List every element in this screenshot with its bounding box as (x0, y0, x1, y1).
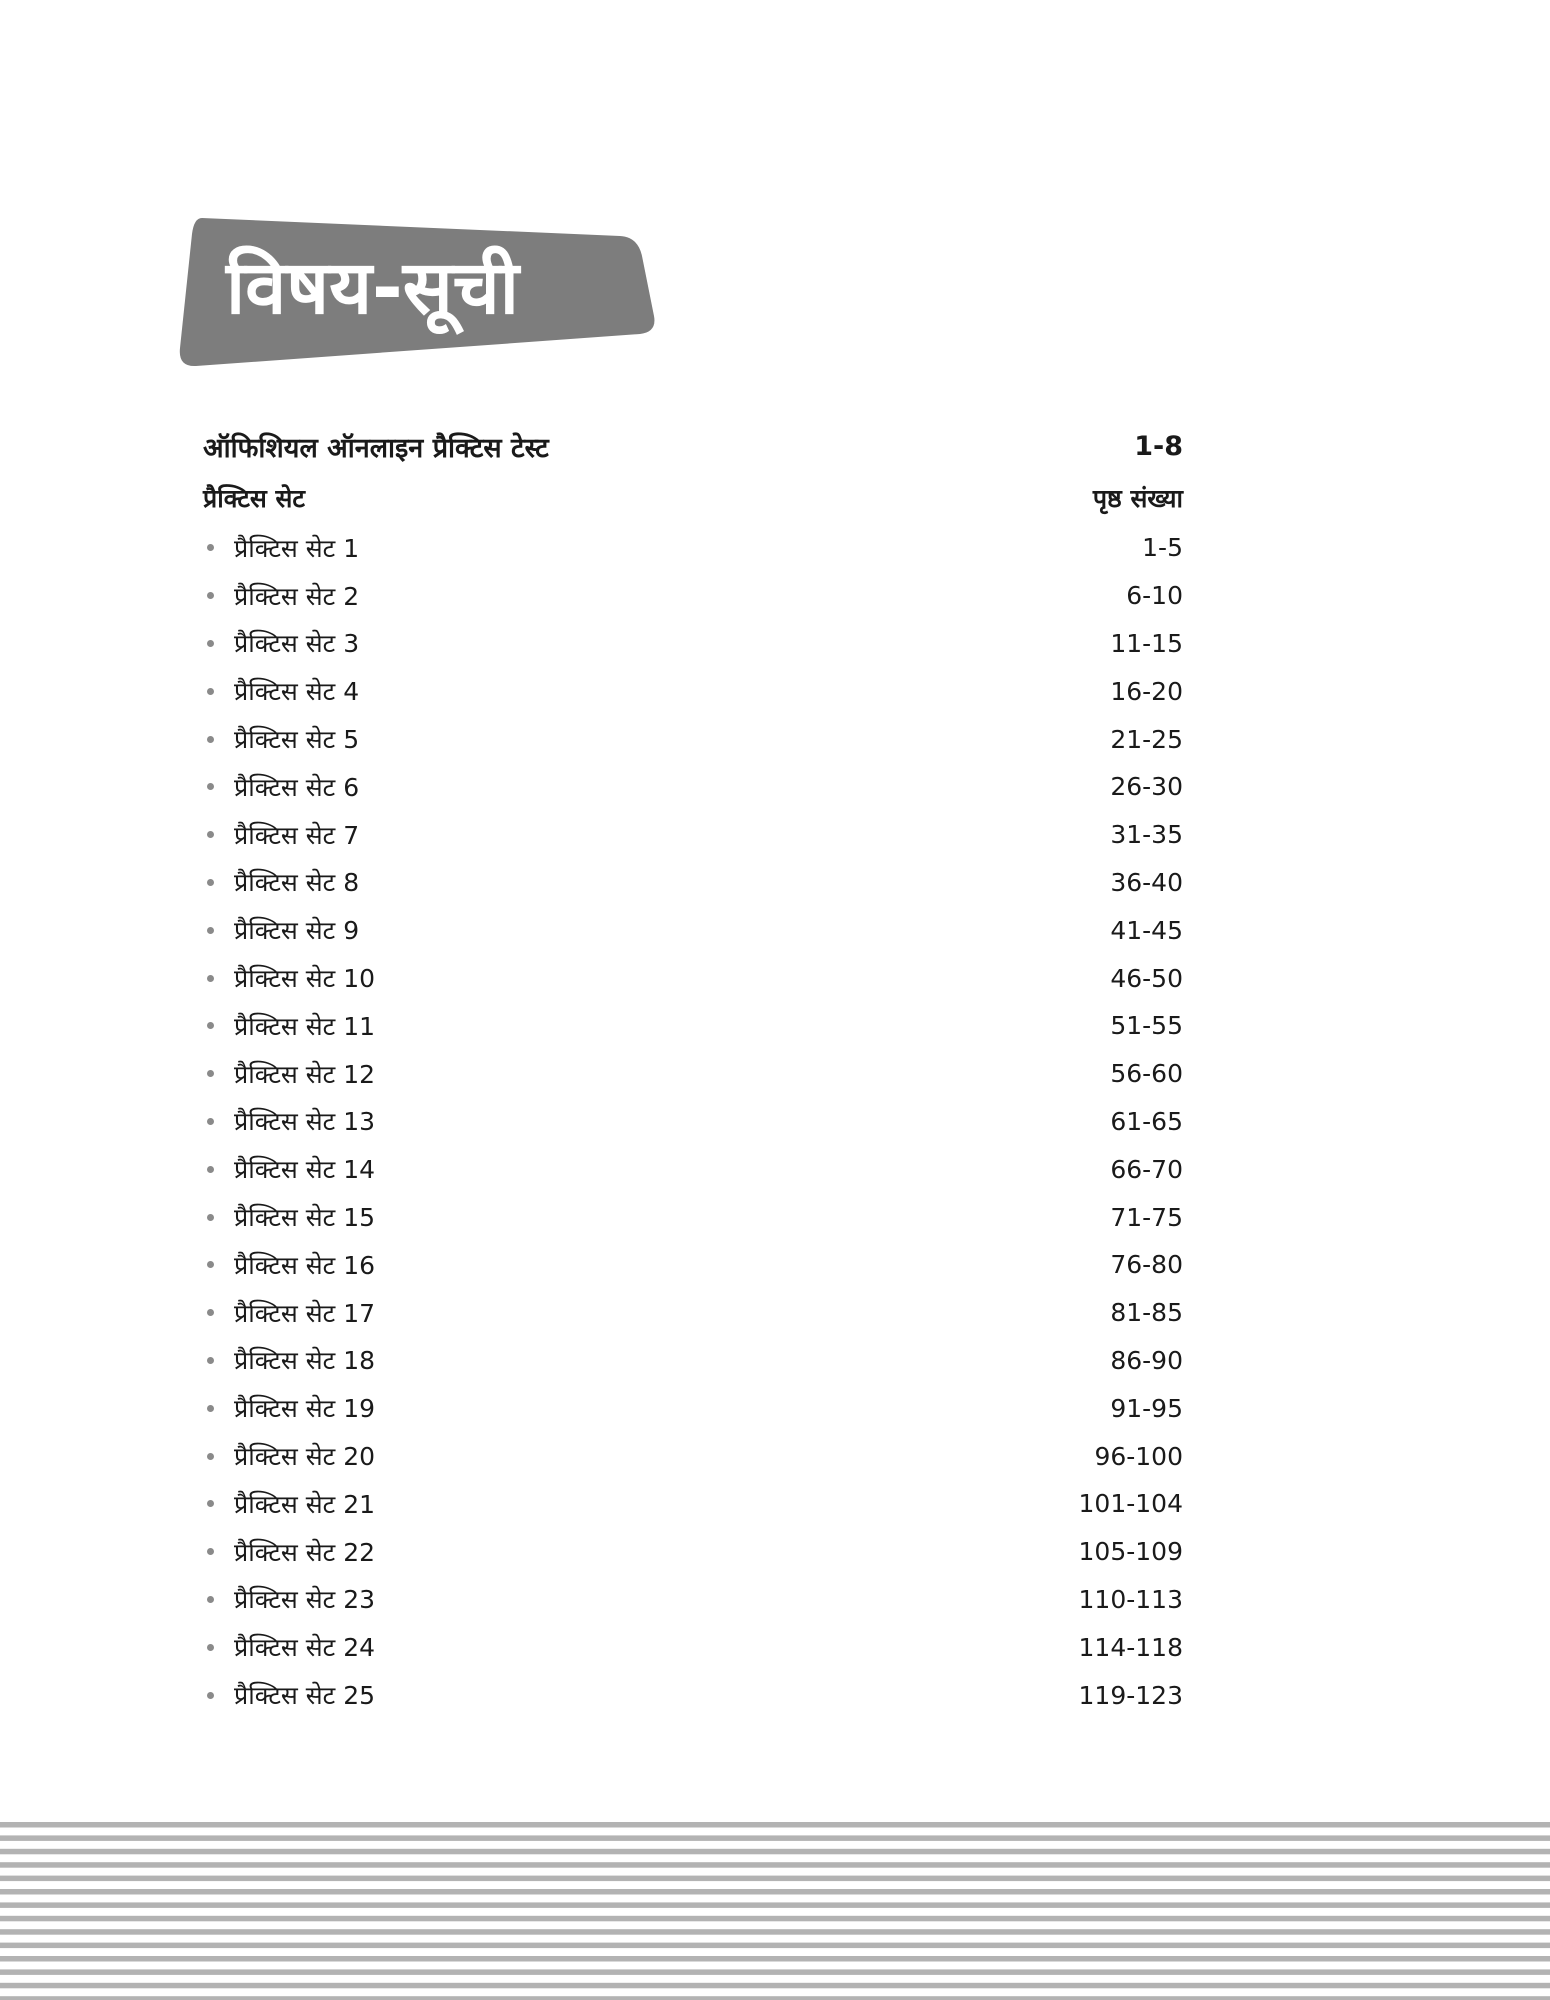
toc-item-label: प्रैक्टिस सेट 5 (234, 725, 360, 755)
bullet-icon (207, 736, 214, 743)
toc-item-left (203, 913, 359, 947)
toc-item[interactable] (203, 1002, 1183, 1050)
toc-item-left (203, 1296, 375, 1330)
footer-stripe (0, 1822, 1550, 1828)
bullet-icon (207, 783, 214, 790)
toc-item-pages: 86-90 (1110, 1345, 1183, 1375)
bullet-icon (207, 688, 214, 695)
toc-item-left (203, 1343, 375, 1377)
toc-item-left (203, 1152, 375, 1186)
bullet-icon (207, 1214, 214, 1221)
toc-item-left (203, 1630, 375, 1664)
main-section-pages: 1-8 (1134, 430, 1183, 462)
toc-item-label: प्रैक्टिस सेट 7 (234, 820, 360, 850)
footer-stripes (0, 1822, 1550, 2000)
toc-item[interactable] (203, 1289, 1183, 1337)
footer-stripe (0, 1969, 1550, 1975)
main-section-label: ऑफिशियल ऑनलाइन प्रैक्टिस टेस्ट (203, 432, 549, 464)
toc-item-list (203, 524, 1183, 1719)
bullet-icon (207, 1070, 214, 1077)
toc-item-left (203, 1009, 375, 1043)
toc-item-pages: 114-118 (1078, 1632, 1183, 1662)
toc-item-pages: 26-30 (1110, 772, 1183, 802)
bullet-icon (207, 1309, 214, 1316)
toc-item-pages: 76-80 (1110, 1250, 1183, 1280)
toc-item-label: प्रैक्टिस सेट 9 (234, 916, 360, 946)
toc-item-label: प्रैक्टिस सेट 11 (234, 1011, 376, 1041)
bullet-icon (207, 1548, 214, 1555)
toc-item-pages: 71-75 (1110, 1202, 1183, 1232)
footer-stripe (0, 1956, 1550, 1962)
title-banner (176, 216, 656, 368)
toc-item-pages: 119-123 (1078, 1680, 1183, 1710)
toc-item-pages: 6-10 (1126, 581, 1183, 611)
footer-stripe (0, 1916, 1550, 1922)
bullet-icon (207, 1644, 214, 1651)
footer-stripe (0, 1862, 1550, 1868)
toc-item[interactable] (203, 1098, 1183, 1146)
toc-item[interactable] (203, 1241, 1183, 1289)
toc-main-section[interactable] (203, 420, 1183, 472)
toc-item-left (203, 865, 359, 899)
toc-item-pages: 110-113 (1078, 1584, 1183, 1614)
bullet-icon (207, 1118, 214, 1125)
toc-item[interactable] (203, 1671, 1183, 1719)
footer-stripe (0, 1943, 1550, 1949)
toc-sub-header (203, 472, 1183, 524)
toc-item-pages: 36-40 (1110, 867, 1183, 897)
table-of-contents (203, 420, 1183, 1719)
toc-item-label: प्रैक्टिस सेट 18 (234, 1346, 376, 1376)
toc-item-label: प्रैक्टिस सेट 1 (234, 533, 360, 563)
toc-item[interactable] (203, 715, 1183, 763)
toc-item-left (203, 1487, 375, 1521)
toc-item-left (203, 1391, 375, 1425)
bullet-icon (207, 1405, 214, 1412)
toc-item[interactable] (203, 954, 1183, 1002)
bullet-icon (207, 592, 214, 599)
toc-item[interactable] (203, 763, 1183, 811)
toc-item-label: प्रैक्टिस सेट 24 (234, 1633, 376, 1663)
toc-item[interactable] (203, 667, 1183, 715)
toc-item-left (203, 531, 359, 565)
toc-item[interactable] (203, 1145, 1183, 1193)
toc-item-left (203, 1200, 375, 1234)
toc-item-pages: 16-20 (1110, 676, 1183, 706)
toc-item-pages: 66-70 (1110, 1154, 1183, 1184)
bullet-icon (207, 1166, 214, 1173)
sub-section-right-header: पृष्ठ संख्या (1092, 484, 1183, 513)
toc-item-pages: 91-95 (1110, 1393, 1183, 1423)
toc-item-pages: 11-15 (1110, 628, 1183, 658)
toc-item[interactable] (203, 1528, 1183, 1576)
toc-item-pages: 101-104 (1078, 1489, 1183, 1519)
footer-stripe (0, 1889, 1550, 1895)
page-title: विषय-सूची (226, 245, 519, 331)
bullet-icon (207, 1357, 214, 1364)
toc-item-pages: 46-50 (1110, 963, 1183, 993)
toc-item-label: प्रैक्टिस सेट 16 (234, 1250, 376, 1280)
footer-stripe (0, 1849, 1550, 1855)
toc-item-label: प्रैक्टिस सेट 8 (234, 868, 360, 898)
toc-item[interactable] (203, 811, 1183, 859)
bullet-icon (207, 879, 214, 886)
footer-stripe (0, 1902, 1550, 1908)
toc-item-pages: 96-100 (1094, 1441, 1183, 1471)
toc-item[interactable] (203, 859, 1183, 907)
toc-item-left (203, 722, 359, 756)
toc-item[interactable] (203, 524, 1183, 572)
sub-section-left-header: प्रैक्टिस सेट (203, 484, 306, 513)
footer-stripe (0, 1876, 1550, 1882)
bullet-icon (207, 1453, 214, 1460)
toc-item[interactable] (203, 1480, 1183, 1528)
toc-item[interactable] (203, 906, 1183, 954)
toc-item-pages: 21-25 (1110, 724, 1183, 754)
toc-item[interactable] (203, 620, 1183, 668)
footer-stripe (0, 1929, 1550, 1935)
bullet-icon (207, 831, 214, 838)
toc-item-label: प्रैक्टिस सेट 3 (234, 629, 360, 659)
toc-item-label: प्रैक्टिस सेट 21 (234, 1489, 376, 1519)
toc-item-label: प्रैक्टिस सेट 23 (234, 1585, 376, 1615)
toc-item-pages: 41-45 (1110, 915, 1183, 945)
toc-item[interactable] (203, 1576, 1183, 1624)
toc-item-left (203, 770, 359, 804)
toc-item-label: प्रैक्टिस सेट 6 (234, 772, 360, 802)
toc-item-label: प्रैक्टिस सेट 13 (234, 1107, 376, 1137)
toc-item[interactable] (203, 1337, 1183, 1385)
footer-stripe (0, 1996, 1550, 2000)
footer-stripe (0, 1835, 1550, 1841)
bullet-icon (207, 640, 214, 647)
toc-item-label: प्रैक्टिस सेट 12 (234, 1059, 376, 1089)
bullet-icon (207, 975, 214, 982)
toc-item-left (203, 626, 359, 660)
toc-item-label: प्रैक्टिस सेट 17 (234, 1298, 376, 1328)
toc-item-left (203, 579, 359, 613)
toc-item-pages: 51-55 (1110, 1011, 1183, 1041)
toc-item[interactable] (203, 572, 1183, 620)
toc-item-label: प्रैक्टिस सेट 14 (234, 1155, 376, 1185)
toc-item-left (203, 818, 359, 852)
bullet-icon (207, 1261, 214, 1268)
toc-item-pages: 1-5 (1142, 533, 1183, 563)
toc-item-left (203, 1057, 375, 1091)
bullet-icon (207, 544, 214, 551)
toc-item[interactable] (203, 1050, 1183, 1098)
bullet-icon (207, 927, 214, 934)
toc-item-pages: 81-85 (1110, 1298, 1183, 1328)
toc-item[interactable] (203, 1193, 1183, 1241)
toc-item-label: प्रैक्टिस सेट 4 (234, 677, 360, 707)
bullet-icon (207, 1692, 214, 1699)
toc-item-left (203, 1439, 375, 1473)
toc-item-left (203, 1104, 375, 1138)
toc-item-pages: 61-65 (1110, 1106, 1183, 1136)
toc-item-pages: 31-35 (1110, 820, 1183, 850)
toc-item-left (203, 1582, 375, 1616)
toc-item-pages: 105-109 (1078, 1537, 1183, 1567)
bullet-icon (207, 1022, 214, 1029)
toc-item-left (203, 1678, 375, 1712)
toc-item-label: प्रैक्टिस सेट 15 (234, 1203, 376, 1233)
toc-item-left (203, 1248, 375, 1282)
toc-item-label: प्रैक्टिस सेट 19 (234, 1394, 376, 1424)
toc-item-pages: 56-60 (1110, 1059, 1183, 1089)
toc-item[interactable] (203, 1432, 1183, 1480)
toc-item-label: प्रैक्टिस सेट 25 (234, 1681, 376, 1711)
toc-item-label: प्रैक्टिस सेट 2 (234, 581, 360, 611)
footer-stripe (0, 1983, 1550, 1989)
toc-item-label: प्रैक्टिस सेट 20 (234, 1442, 376, 1472)
bullet-icon (207, 1596, 214, 1603)
toc-item-left (203, 1535, 375, 1569)
toc-item-label: प्रैक्टिस सेट 22 (234, 1537, 376, 1567)
toc-item[interactable] (203, 1623, 1183, 1671)
toc-item[interactable] (203, 1384, 1183, 1432)
bullet-icon (207, 1500, 214, 1507)
toc-item-left (203, 961, 375, 995)
toc-item-label: प्रैक्टिस सेट 10 (234, 964, 376, 994)
toc-item-left (203, 674, 359, 708)
